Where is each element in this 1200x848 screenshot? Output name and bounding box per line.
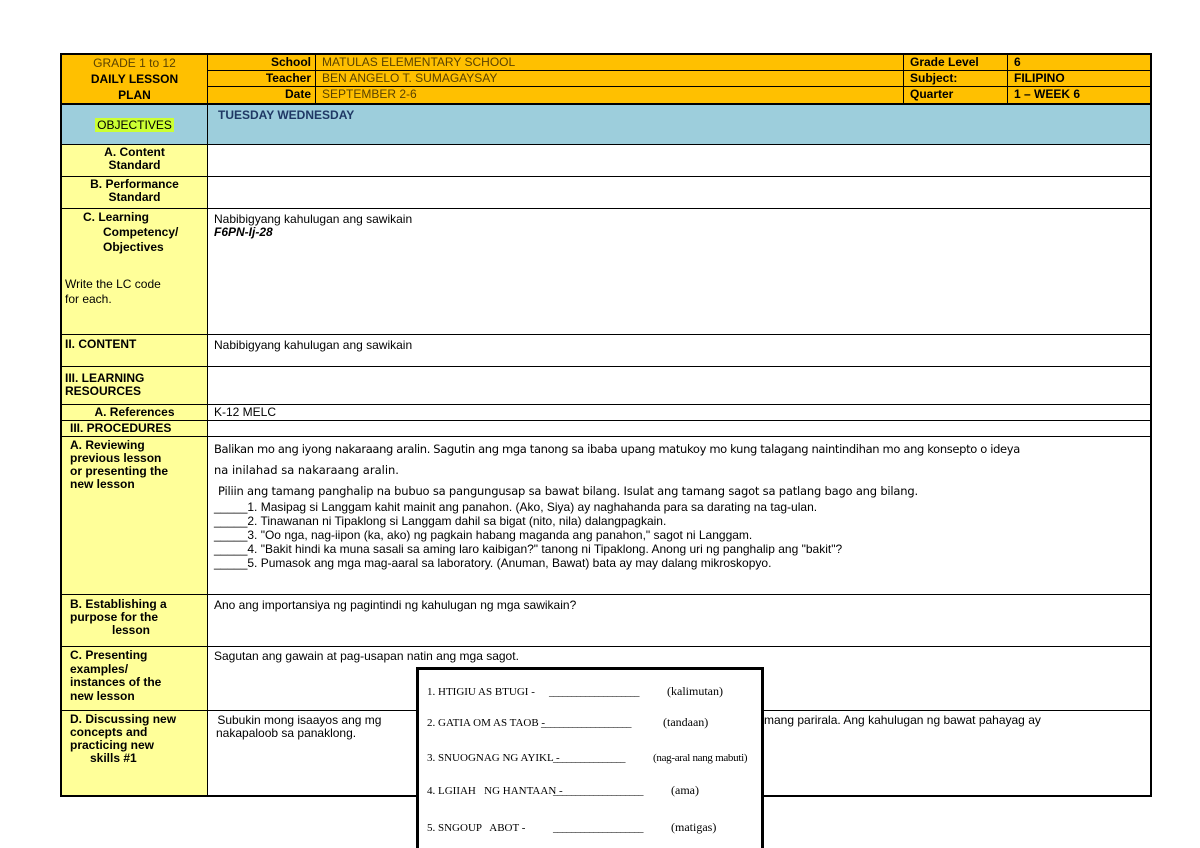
subject-value: FILIPINO	[1008, 71, 1152, 87]
worksheet-prompt: 2. GATIA OM AS TAOB -	[427, 717, 546, 729]
reviewing-label-2: previous lesson	[70, 451, 162, 465]
learning-competency-value: Nabibigyang kahulugan ang sawikain	[214, 212, 413, 226]
learning-competency-note-1: Write the LC code	[65, 277, 161, 291]
grade-range: GRADE 1 to 12	[93, 56, 176, 70]
scramble-worksheet	[416, 667, 764, 848]
performance-standard-value	[208, 177, 1152, 209]
teacher-label: Teacher	[208, 71, 316, 87]
reviewing-items	[208, 500, 1150, 570]
worksheet-item	[427, 820, 716, 835]
learning-competency-label-1: C. Learning	[83, 210, 150, 224]
learning-resources-value	[208, 367, 1152, 405]
plan-title-2: PLAN	[118, 88, 151, 102]
grade-level-value: 6	[1008, 55, 1152, 71]
quarter-label: Quarter	[904, 87, 1008, 103]
discussing-value-line2: nakapaloob sa panaklong.	[216, 726, 357, 740]
worksheet-prompt: 3. SNUOGNAG NG AYIKL -	[427, 752, 560, 764]
presenting-label	[60, 647, 208, 711]
performance-standard-label-2: Standard	[108, 190, 161, 204]
worksheet-hint: (tandaan)	[663, 715, 709, 729]
learning-competency-label-2: Competency/	[103, 225, 179, 239]
establishing-label-1: B. Establishing a	[70, 597, 167, 611]
worksheet-prompt: 5. SNGOUP ABOT -	[427, 822, 526, 834]
objectives-label: OBJECTIVES	[97, 118, 172, 132]
content-standard-label-1: A. Content	[104, 145, 165, 159]
school-label: School	[208, 55, 316, 71]
performance-standard-label-1: B. Performance	[90, 177, 179, 191]
references-label: A. References	[60, 405, 208, 421]
objectives-label-cell	[60, 105, 208, 145]
content-standard-value	[208, 145, 1152, 177]
reviewing-label	[60, 437, 208, 595]
date-label: Date	[208, 87, 316, 103]
worksheet-item	[427, 684, 723, 699]
learning-competency-cell	[208, 209, 1152, 335]
presenting-value: Sagutan ang gawain at pag-usapan natin ang mga sagot.	[208, 647, 1152, 711]
worksheet-prompt: 4. LGIIAH NG HANTAAN -	[427, 785, 563, 797]
date-value: SEPTEMBER 2-6	[316, 87, 904, 103]
presenting-label-1: C. Presenting	[70, 648, 148, 662]
reviewing-label-3: or presenting the	[70, 464, 169, 478]
worksheet-prompt: 1. HTIGIU AS BTUGI -	[427, 686, 535, 698]
reviewing-cell	[208, 437, 1152, 595]
learning-competency-code: F6PN-Ij-28	[214, 225, 273, 239]
discussing-label-4: skills #1	[90, 751, 137, 765]
worksheet-item	[427, 783, 699, 798]
worksheet-hint: (kalimutan)	[667, 684, 723, 698]
reviewing-intro-1: Balikan mo ang iyong nakaraang aralin. Sagutin ang mga tanong sa ibaba upang matukoy mo kung talagang naintindihan mo ang konsepto o ideya	[214, 442, 1020, 456]
list-item: _____3. "Oo nga, nag-iipon (ka, ako) ng pagkain habang maganda ang panahon," sagot ni Langgam.	[214, 528, 753, 542]
list-item: _____1. Masipag si Langgam kahit mainit ang panahon. (Ako, Siya) ay naghahanda para sa darating na tag-ulan.	[214, 500, 818, 514]
worksheet-blank: ____________________	[553, 823, 643, 834]
reviewing-label-1: A. Reviewing	[70, 438, 145, 452]
worksheet-blank: ____________________	[553, 786, 643, 797]
reviewing-label-4: new lesson	[70, 477, 135, 491]
worksheet-item	[427, 715, 708, 730]
presenting-label-2: examples/	[70, 661, 129, 676]
procedures-value	[208, 421, 1152, 437]
learning-resources-label-2: RESOURCES	[65, 384, 142, 398]
worksheet-hint: (nag-aral nang mabuti)	[653, 752, 748, 764]
worksheet-hint: (ama)	[671, 783, 699, 797]
content-standard-label-2: Standard	[108, 158, 161, 172]
list-item: _____4. "Bakit hindi ka muna sasali sa aming laro kaibigan?" tanong ni Tipaklong. Anong uri ng panghalip ang "bakit"?	[214, 542, 843, 556]
discussing-label	[60, 711, 208, 797]
reviewing-instruction: Piliin ang tamang panghalip na bubuo sa pangungusap sa bawat bilang. Isulat ang tamang sagot sa patlang bago ang bilang.	[218, 484, 918, 498]
school-value: MATULAS ELEMENTARY SCHOOL	[316, 55, 904, 71]
plan-title-1: DAILY LESSON	[90, 72, 179, 86]
references-value: K-12 MELC	[208, 405, 1152, 421]
establishing-value: Ano ang importansiya ng pagintindi ng kahulugan ng mga sawikain?	[208, 595, 1152, 647]
content-value: Nabibigyang kahulugan ang sawikain	[208, 335, 1152, 367]
learning-competency-label-3: Objectives	[103, 240, 164, 254]
worksheet-blank: ____________________	[549, 687, 639, 698]
objectives-days: TUESDAY WEDNESDAY	[218, 108, 355, 122]
discussing-label-3: practicing new	[70, 738, 155, 752]
discussing-value-left: Subukin mong isaayos ang mg	[214, 713, 382, 727]
list-item: _____2. Tinawanan ni Tipaklong si Langgam dahil sa bigat (nito, nila) dalangpagkain.	[214, 514, 667, 528]
subject-label: Subject:	[904, 71, 1008, 87]
learning-resources-label-1: III. LEARNING	[65, 371, 145, 385]
list-item: _____5. Pumasok ang mga mag-aaral sa laboratory. (Anuman, Bawat) bata ay may dalang mikroskopyo.	[214, 556, 772, 570]
discussing-label-1: D. Discussing new	[70, 712, 177, 726]
learning-resources-label	[60, 367, 208, 405]
establishing-label-3: lesson	[112, 623, 151, 637]
procedures-label: III. PROCEDURES	[60, 421, 208, 437]
worksheet-blank: ________________	[553, 753, 625, 764]
worksheet-item	[427, 750, 747, 765]
content-standard-label	[60, 145, 208, 177]
performance-standard-label	[60, 177, 208, 209]
objectives-days-cell	[208, 105, 1152, 145]
learning-competency-label	[60, 209, 208, 335]
discussing-value-right: mang parirala. Ang kahulugan ng bawat pahayag ay	[764, 713, 1041, 727]
presenting-label-3: instances of the	[70, 675, 162, 689]
worksheet-hint: (matigas)	[671, 820, 717, 834]
teacher-value: BEN ANGELO T. SUMAGAYSAY	[316, 71, 904, 87]
worksheet-blank: ____________________	[541, 718, 631, 729]
grade-plan-cell	[60, 53, 208, 105]
reviewing-intro-2: na inilahad sa nakaraang aralin.	[214, 463, 399, 477]
grade-level-label: Grade Level	[904, 55, 1008, 71]
quarter-value: 1 – WEEK 6	[1014, 87, 1081, 101]
establishing-label	[60, 595, 208, 647]
learning-competency-note-2: for each.	[65, 292, 112, 306]
discussing-label-2: concepts and	[70, 725, 148, 739]
presenting-label-4: new lesson	[70, 688, 135, 703]
content-label: II. CONTENT	[60, 335, 208, 367]
establishing-label-2: purpose for the	[70, 610, 159, 624]
